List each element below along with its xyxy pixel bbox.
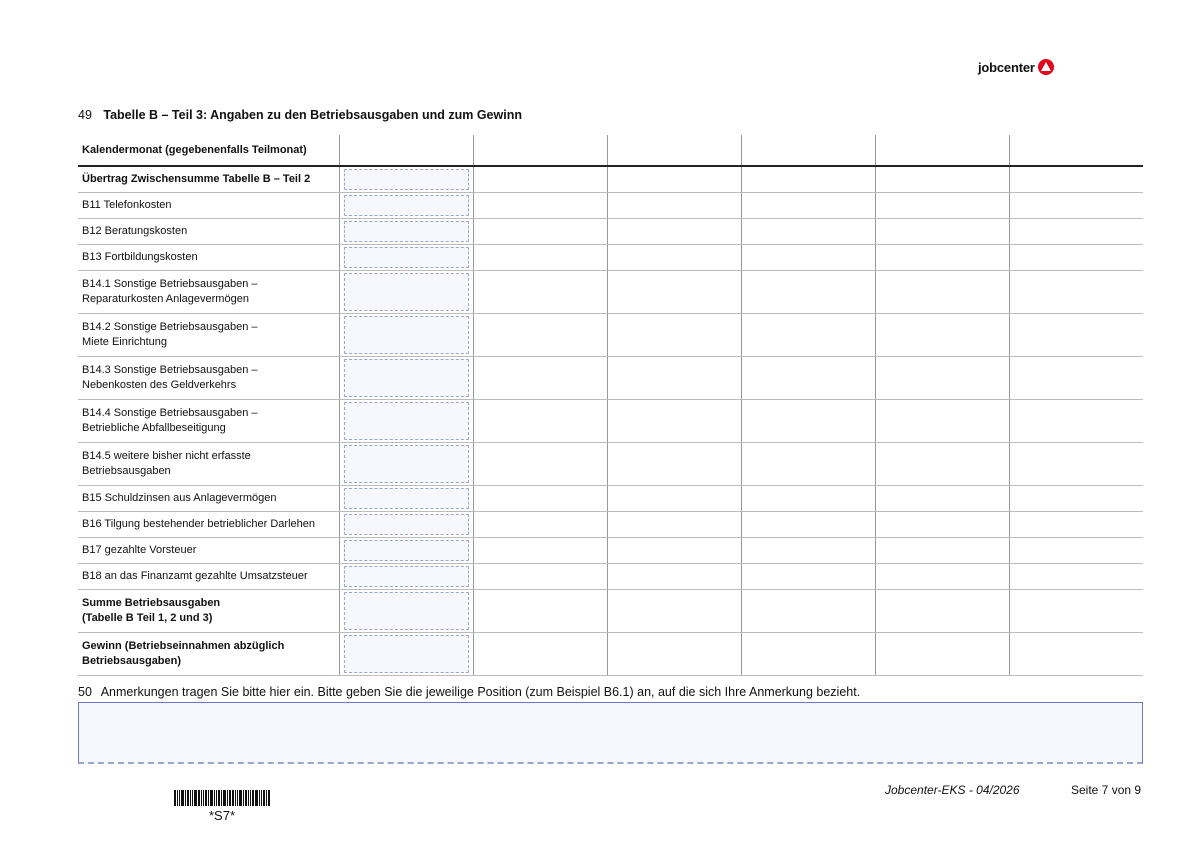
barcode-bar — [229, 790, 231, 806]
barcode-bar — [214, 790, 215, 806]
row-label — [78, 564, 339, 590]
barcode-bar — [227, 790, 228, 806]
table-row — [78, 245, 1143, 271]
month-cell-6[interactable] — [1009, 193, 1143, 219]
amount-input[interactable] — [344, 273, 469, 311]
month-cell-5[interactable] — [875, 443, 1009, 486]
section-50-label — [78, 685, 860, 699]
month-cell-4[interactable] — [741, 486, 875, 512]
row-label-line: Gewinn (Betriebseinnahmen abzüglich — [82, 640, 285, 652]
barcode-bar — [179, 790, 180, 806]
barcode-bar — [185, 790, 186, 806]
barcode-bar — [218, 790, 220, 806]
month-cell-4[interactable] — [741, 357, 875, 400]
amount-input[interactable] — [344, 402, 469, 440]
amount-input[interactable] — [344, 195, 469, 216]
month-cell-2[interactable] — [473, 590, 607, 633]
month-cell-2[interactable] — [473, 400, 607, 443]
month-cell-1 — [339, 400, 473, 443]
month-cell-2[interactable] — [473, 486, 607, 512]
table-row — [78, 400, 1143, 443]
month-cell-6[interactable] — [1009, 357, 1143, 400]
table-row — [78, 512, 1143, 538]
month-cell-4[interactable] — [741, 538, 875, 564]
month-cell-4[interactable] — [741, 314, 875, 357]
month-cell-3[interactable] — [607, 486, 741, 512]
month-cell-1 — [339, 357, 473, 400]
barcode-bar — [198, 790, 200, 806]
month-cell-4[interactable] — [741, 271, 875, 314]
section-number: 50 — [78, 685, 92, 699]
month-cell-2[interactable] — [473, 245, 607, 271]
month-cell-1 — [339, 564, 473, 590]
barcode-bar — [232, 790, 234, 806]
month-cell-5[interactable] — [875, 633, 1009, 676]
month-column-4 — [741, 135, 875, 166]
month-cell-5[interactable] — [875, 166, 1009, 193]
month-cell-4[interactable] — [741, 590, 875, 633]
remarks-instruction: Anmerkungen tragen Sie bitte hier ein. Bitte geben Sie die jeweilige Position (zum Beispiel B6.1) an, auf die sich Ihre Anmerkung bezieht. — [100, 685, 861, 699]
month-cell-3[interactable] — [607, 271, 741, 314]
month-cell-6[interactable] — [1009, 219, 1143, 245]
month-column-3 — [607, 135, 741, 166]
row-label-line: Nebenkosten des Geldverkehrs — [82, 379, 237, 391]
month-column-2 — [473, 135, 607, 166]
month-cell-3[interactable] — [607, 590, 741, 633]
row-label-line: Reparaturkosten Anlagevermögen — [82, 293, 249, 305]
row-label — [78, 245, 339, 271]
month-cell-2[interactable] — [473, 538, 607, 564]
month-cell-2[interactable] — [473, 564, 607, 590]
month-column-6 — [1009, 135, 1143, 166]
row-label-line: B14.5 weitere bisher nicht erfasste — [82, 450, 251, 462]
row-label-line: B14.4 Sonstige Betriebsausgaben – — [82, 407, 258, 419]
barcode-bar — [181, 790, 184, 806]
month-cell-3[interactable] — [607, 538, 741, 564]
row-label-line: Betriebsausgaben — [82, 465, 171, 477]
table-row — [78, 633, 1143, 676]
month-cell-3[interactable] — [607, 400, 741, 443]
barcode-bar — [261, 790, 262, 806]
row-label-line: B14.2 Sonstige Betriebsausgaben – — [82, 321, 258, 333]
amount-input[interactable] — [344, 221, 469, 242]
barcode-bar — [216, 790, 217, 806]
month-cell-5[interactable] — [875, 219, 1009, 245]
barcode-bar — [259, 790, 260, 806]
amount-input[interactable] — [344, 592, 469, 630]
jobcenter-logo — [978, 59, 1054, 75]
month-cell-3[interactable] — [607, 245, 741, 271]
month-cell-5[interactable] — [875, 486, 1009, 512]
row-label-line: (Tabelle B Teil 1, 2 und 3) — [82, 612, 213, 624]
table-row — [78, 564, 1143, 590]
amount-input[interactable] — [344, 169, 469, 190]
month-cell-5[interactable] — [875, 400, 1009, 443]
row-label-line: B14.3 Sonstige Betriebsausgaben – — [82, 364, 258, 376]
section-title-text: Tabelle B – Teil 3: Angaben zu den Betriebsausgaben und zum Gewinn — [103, 108, 522, 122]
row-label — [78, 486, 339, 512]
row-label — [78, 400, 339, 443]
amount-input[interactable] — [344, 566, 469, 587]
month-cell-1 — [339, 486, 473, 512]
row-label — [78, 271, 339, 314]
jobcenter-logo-icon — [1038, 59, 1054, 75]
barcode-bar — [268, 790, 270, 806]
month-cell-4[interactable] — [741, 443, 875, 486]
amount-input[interactable] — [344, 316, 469, 354]
month-cell-2[interactable] — [473, 314, 607, 357]
month-cell-2[interactable] — [473, 443, 607, 486]
table-row — [78, 271, 1143, 314]
month-cell-4[interactable] — [741, 400, 875, 443]
row-label-line: Betriebsausgaben) — [82, 655, 182, 667]
row-label — [78, 443, 339, 486]
row-label-line: Summe Betriebsausgaben — [82, 597, 221, 609]
row-label-line: B16 Tilgung bestehender betrieblicher Darlehen — [82, 518, 315, 530]
month-cell-6[interactable] — [1009, 590, 1143, 633]
month-cell-2[interactable] — [473, 271, 607, 314]
month-cell-6[interactable] — [1009, 486, 1143, 512]
month-cell-5[interactable] — [875, 193, 1009, 219]
row-label-line: B13 Fortbildungskosten — [82, 251, 198, 263]
month-cell-2[interactable] — [473, 166, 607, 193]
row-label — [78, 590, 339, 633]
expenses-table — [78, 135, 1143, 676]
month-cell-4[interactable] — [741, 193, 875, 219]
month-cell-5[interactable] — [875, 538, 1009, 564]
logo-text: jobcenter — [978, 59, 1035, 75]
table-row — [78, 193, 1143, 219]
month-cell-4[interactable] — [741, 512, 875, 538]
month-cell-5[interactable] — [875, 564, 1009, 590]
row-label — [78, 314, 339, 357]
month-cell-5[interactable] — [875, 512, 1009, 538]
month-cell-1 — [339, 443, 473, 486]
month-cell-1 — [339, 590, 473, 633]
row-label — [78, 357, 339, 400]
month-cell-1 — [339, 633, 473, 676]
row-label — [78, 512, 339, 538]
row-label — [78, 633, 339, 676]
row-label-line: Betriebliche Abfallbeseitigung — [82, 422, 226, 434]
row-label-line: Übertrag Zwischensumme Tabelle B – Teil 2 — [82, 173, 311, 185]
month-cell-3[interactable] — [607, 166, 741, 193]
month-column-1 — [339, 135, 473, 166]
section-number: 49 — [78, 108, 92, 122]
row-label-line: B17 gezahlte Vorsteuer — [82, 544, 197, 556]
month-cell-2[interactable] — [473, 357, 607, 400]
month-cell-3[interactable] — [607, 564, 741, 590]
barcode-bar — [205, 790, 207, 806]
row-label — [78, 219, 339, 245]
barcode-bar — [187, 790, 189, 806]
barcode-bar — [239, 790, 242, 806]
month-cell-1 — [339, 166, 473, 193]
amount-input[interactable] — [344, 635, 469, 673]
barcode-bar — [250, 790, 251, 806]
month-cell-3[interactable] — [607, 314, 741, 357]
month-cell-1 — [339, 538, 473, 564]
month-cell-6[interactable] — [1009, 512, 1143, 538]
month-header-label: Kalendermonat (gegebenenfalls Teilmonat) — [78, 135, 339, 166]
month-cell-6[interactable] — [1009, 633, 1143, 676]
month-cell-1 — [339, 193, 473, 219]
barcode-bar — [208, 790, 209, 806]
section-49-title — [78, 108, 522, 122]
barcode-bar — [190, 790, 191, 806]
month-cell-1 — [339, 314, 473, 357]
month-cell-3[interactable] — [607, 193, 741, 219]
amount-input[interactable] — [344, 488, 469, 509]
row-label-line: Miete Einrichtung — [82, 336, 167, 348]
row-label — [78, 538, 339, 564]
month-cell-2[interactable] — [473, 512, 607, 538]
table-row — [78, 166, 1143, 193]
month-cell-6[interactable] — [1009, 400, 1143, 443]
month-cell-4[interactable] — [741, 219, 875, 245]
month-cell-1 — [339, 271, 473, 314]
month-cell-6[interactable] — [1009, 443, 1143, 486]
row-label — [78, 193, 339, 219]
month-cell-1 — [339, 512, 473, 538]
table-header-row — [78, 135, 1143, 166]
table-row — [78, 219, 1143, 245]
month-cell-3[interactable] — [607, 357, 741, 400]
amount-input[interactable] — [344, 247, 469, 268]
barcode-bar — [174, 790, 176, 806]
month-cell-5[interactable] — [875, 590, 1009, 633]
month-cell-2[interactable] — [473, 219, 607, 245]
month-cell-6[interactable] — [1009, 538, 1143, 564]
barcode-bar — [210, 790, 213, 806]
barcode-bar — [235, 790, 236, 806]
month-cell-4[interactable] — [741, 245, 875, 271]
month-cell-5[interactable] — [875, 314, 1009, 357]
row-label-line: B15 Schuldzinsen aus Anlagevermögen — [82, 492, 277, 504]
amount-input[interactable] — [344, 359, 469, 397]
table-row — [78, 590, 1143, 633]
table-row — [78, 357, 1143, 400]
amount-input[interactable] — [344, 514, 469, 535]
barcode-bar — [243, 790, 244, 806]
month-cell-1 — [339, 219, 473, 245]
month-cell-6[interactable] — [1009, 564, 1143, 590]
month-cell-3[interactable] — [607, 633, 741, 676]
month-cell-1 — [339, 245, 473, 271]
month-cell-4[interactable] — [741, 633, 875, 676]
barcode-bar — [248, 790, 249, 806]
month-cell-6[interactable] — [1009, 166, 1143, 193]
month-column-5 — [875, 135, 1009, 166]
barcode-bar — [266, 790, 267, 806]
barcode-bar — [255, 790, 258, 806]
barcode-bar — [245, 790, 247, 806]
month-cell-4[interactable] — [741, 166, 875, 193]
month-cell-3[interactable] — [607, 512, 741, 538]
month-cell-6[interactable] — [1009, 271, 1143, 314]
month-cell-4[interactable] — [741, 564, 875, 590]
form-id: Jobcenter-EKS - 04/2026 — [885, 783, 1020, 797]
month-cell-2[interactable] — [473, 193, 607, 219]
remarks-input[interactable] — [78, 702, 1143, 764]
barcode-bar — [237, 790, 238, 806]
month-cell-6[interactable] — [1009, 245, 1143, 271]
amount-input[interactable] — [344, 540, 469, 561]
table-row — [78, 443, 1143, 486]
barcode-text: *S7* — [209, 808, 236, 823]
barcode-bar — [194, 790, 197, 806]
month-cell-3[interactable] — [607, 219, 741, 245]
month-cell-5[interactable] — [875, 357, 1009, 400]
barcode-bar — [192, 790, 193, 806]
month-cell-2[interactable] — [473, 633, 607, 676]
page-number: Seite 7 von 9 — [1071, 783, 1142, 797]
amount-input[interactable] — [344, 445, 469, 483]
month-cell-3[interactable] — [607, 443, 741, 486]
barcode-bar — [263, 790, 265, 806]
barcode-bar — [201, 790, 202, 806]
row-label — [78, 166, 339, 193]
barcode-bar — [221, 790, 222, 806]
row-label-line: B12 Beratungskosten — [82, 225, 188, 237]
barcode-bar — [203, 790, 204, 806]
barcode-bar — [177, 790, 178, 806]
barcode — [174, 788, 271, 806]
table-row — [78, 314, 1143, 357]
barcode-bar — [223, 790, 226, 806]
row-label-line: B14.1 Sonstige Betriebsausgaben – — [82, 278, 258, 290]
row-label-line: B11 Telefonkosten — [82, 199, 172, 211]
table-row — [78, 538, 1143, 564]
barcode-bar — [252, 790, 254, 806]
month-cell-5[interactable] — [875, 271, 1009, 314]
month-cell-6[interactable] — [1009, 314, 1143, 357]
row-label-line: B18 an das Finanzamt gezahlte Umsatzsteuer — [82, 570, 308, 582]
table-row — [78, 486, 1143, 512]
month-cell-5[interactable] — [875, 245, 1009, 271]
